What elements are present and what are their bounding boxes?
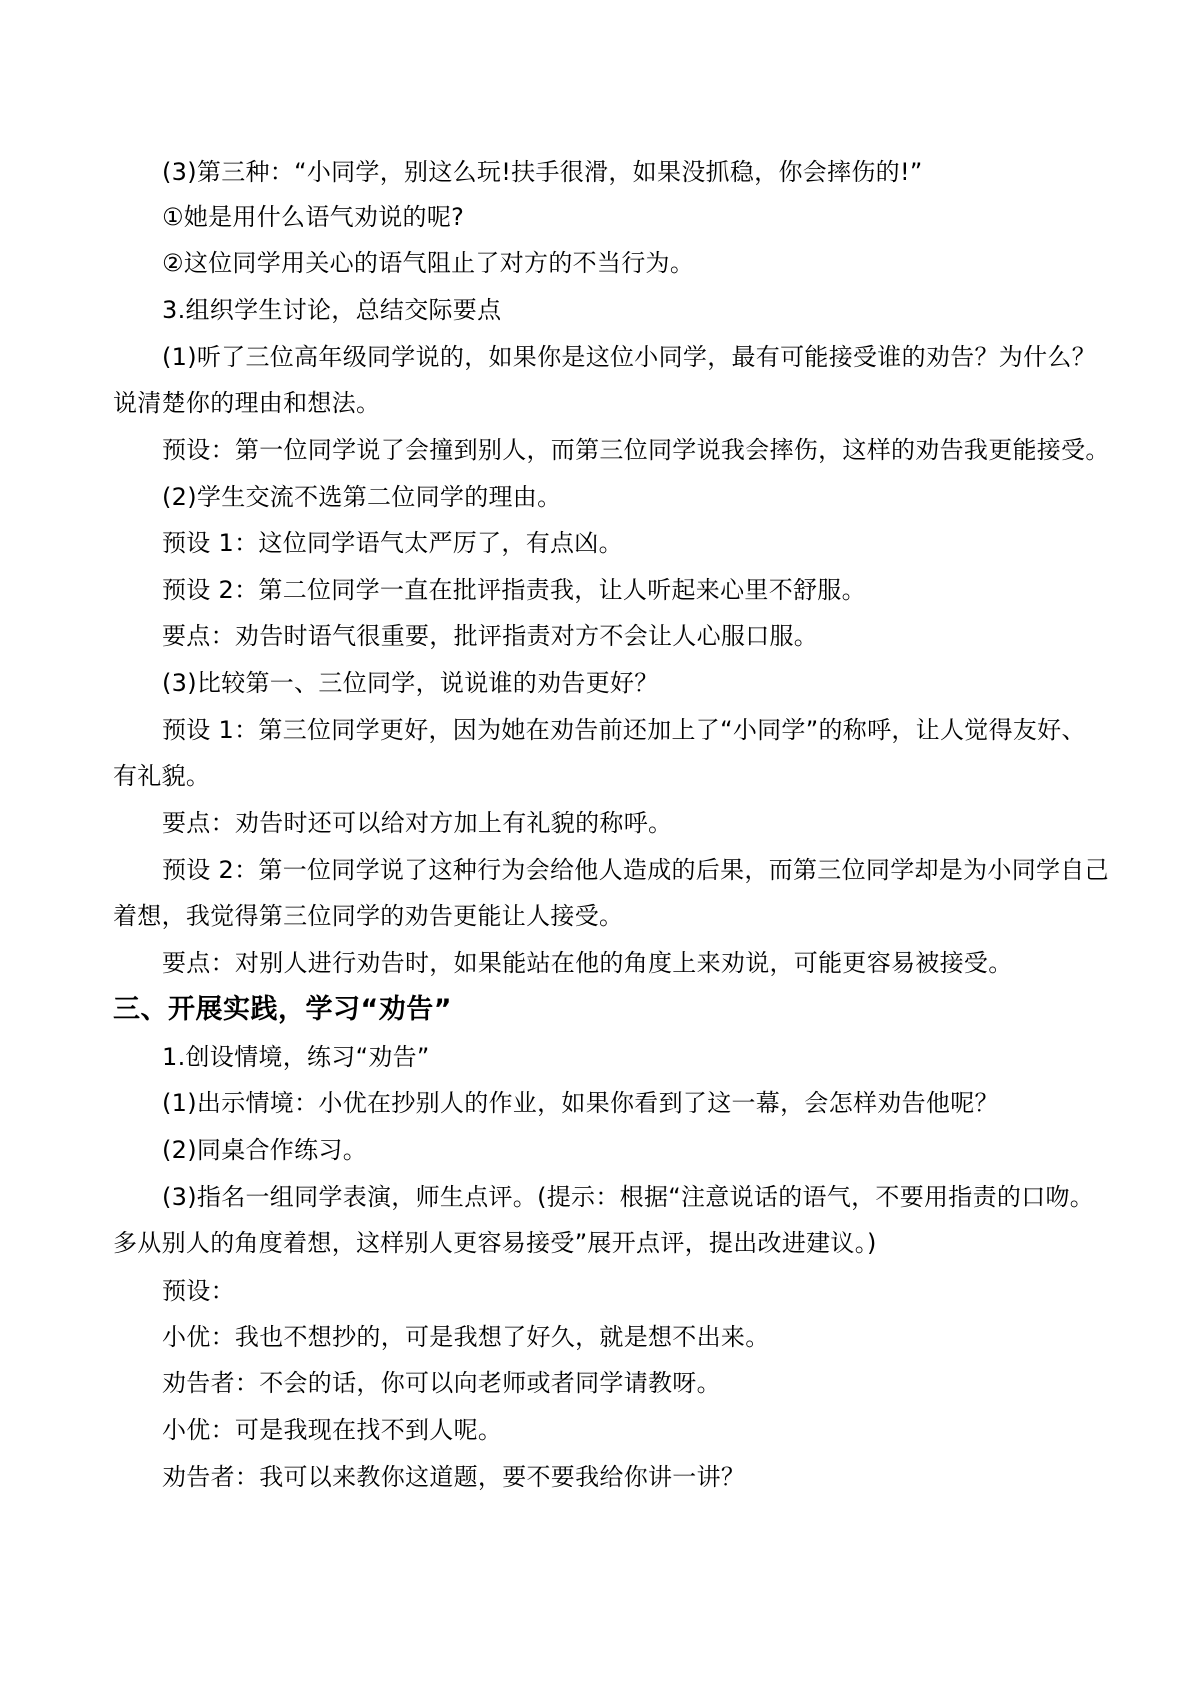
paragraph-line: 有礼貌。 — [113, 762, 211, 790]
paragraph-line: (3)比较第一、三位同学，说说谁的劝告更好？ — [162, 669, 659, 697]
paragraph-line: (1)听了三位高年级同学说的，如果你是这位小同学，最有可能接受谁的劝告？为什么？ — [162, 343, 1096, 371]
section-heading: 三、开展实践，学习“劝告” — [113, 994, 452, 1025]
paragraph-line: 着想，我觉得第三位同学的劝告更能让人接受。 — [113, 902, 624, 930]
paragraph-line: 劝告者：不会的话，你可以向老师或者同学请教呀。 — [162, 1369, 721, 1397]
paragraph-line: 3.组织学生讨论，总结交际要点 — [162, 296, 502, 324]
paragraph-line: 要点：劝告时语气很重要，批评指责对方不会让人心服口服。 — [162, 622, 819, 650]
paragraph-line: ①她是用什么语气劝说的呢? — [162, 203, 465, 231]
paragraph-line: 预设：第一位同学说了会撞到别人，而第三位同学说我会摔伤，这样的劝告我更能接受。 — [162, 436, 1110, 464]
paragraph-line: 说清楚你的理由和想法。 — [113, 389, 381, 417]
paragraph-line: 预设 2：第二位同学一直在批评指责我，让人听起来心里不舒服。 — [162, 576, 866, 604]
paragraph-line: 预设 1：这位同学语气太严厉了，有点凶。 — [162, 529, 623, 557]
paragraph-line: ②这位同学用关心的语气阻止了对方的不当行为。 — [162, 249, 695, 277]
paragraph-line: (2)同桌合作练习。 — [162, 1136, 367, 1164]
paragraph-line: 1.创设情境，练习“劝告” — [162, 1043, 430, 1071]
paragraph-line: 要点：对别人进行劝告时，如果能站在他的角度上来劝说，可能更容易被接受。 — [162, 949, 1013, 977]
paragraph-line: 劝告者：我可以来教你这道题，要不要我给你讲一讲？ — [162, 1463, 746, 1491]
paragraph-line: 小优：我也不想抄的，可是我想了好久，就是想不出来。 — [162, 1323, 770, 1351]
paragraph-line: 多从别人的角度着想，这样别人更容易接受”展开点评，提出改进建议。) — [113, 1229, 877, 1257]
paragraph-line: (3)指名一组同学表演，师生点评。(提示：根据“注意说话的语气，不要用指责的口吻。 — [162, 1183, 1095, 1211]
paragraph-line: (2)学生交流不选第二位同学的理由。 — [162, 483, 562, 511]
paragraph-line: 小优：可是我现在找不到人呢。 — [162, 1416, 503, 1444]
paragraph-line: (3)第三种：“小同学，别这么玩!扶手很滑，如果没抓稳，你会摔伤的!” — [162, 158, 923, 186]
paragraph-line: 预设： — [162, 1277, 235, 1305]
paragraph-line: 预设 2：第一位同学说了这种行为会给他人造成的后果，而第三位同学却是为小同学自己 — [162, 856, 1109, 884]
paragraph-line: (1)出示情境：小优在抄别人的作业，如果你看到了这一幕，会怎样劝告他呢？ — [162, 1089, 999, 1117]
paragraph-line: 预设 1：第三位同学更好，因为她在劝告前还加上了“小同学”的称呼，让人觉得友好、 — [162, 716, 1086, 744]
paragraph-line: 要点：劝告时还可以给对方加上有礼貌的称呼。 — [162, 809, 673, 837]
